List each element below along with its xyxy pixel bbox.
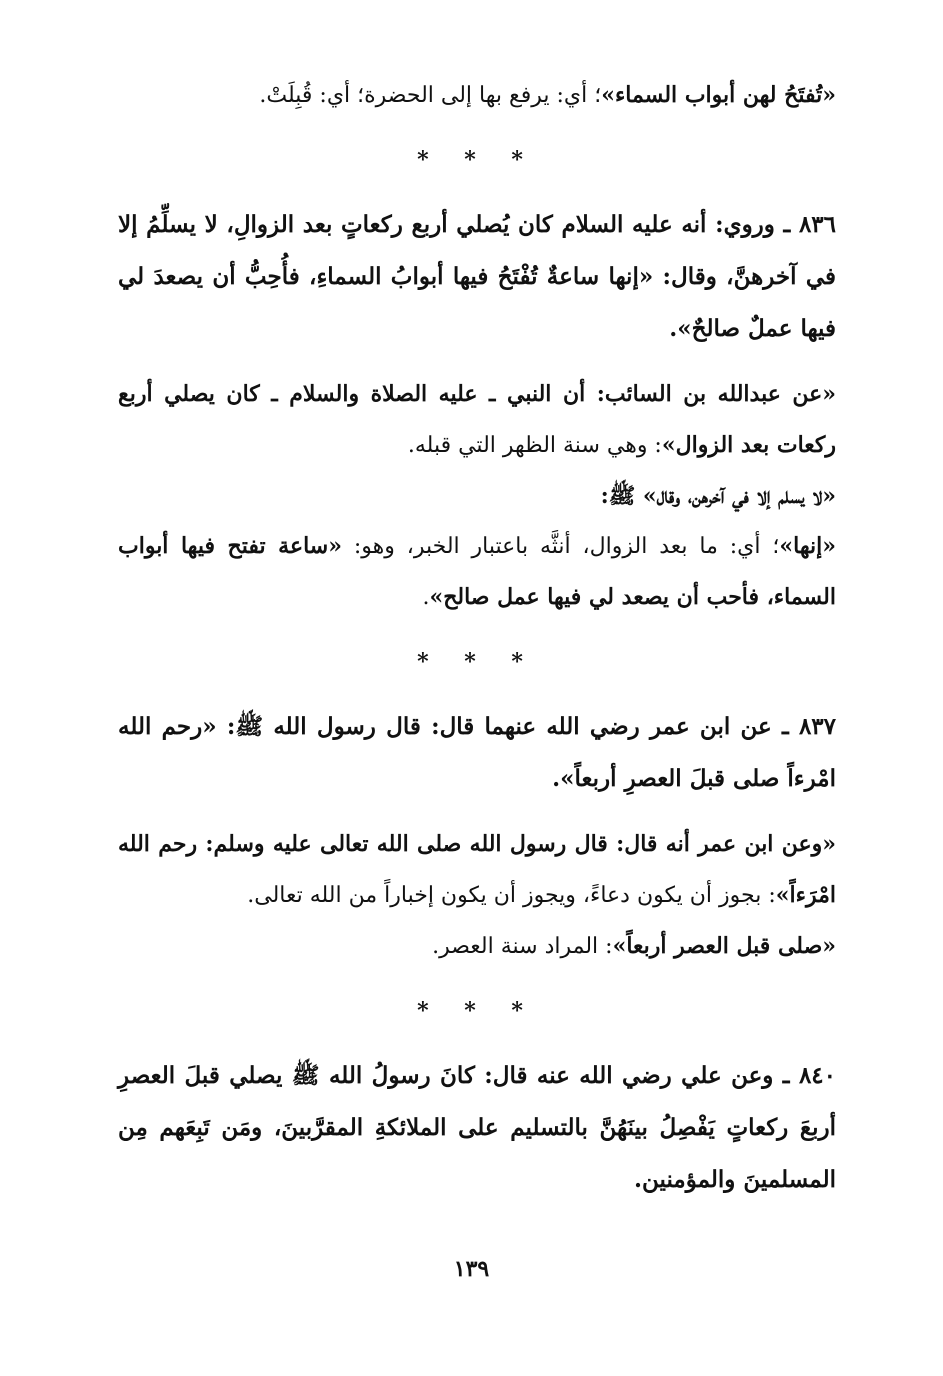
commentary-text: ؛ أي: ما بعد الزوال، أنثَّه باعتبار الخبر، وهو: bbox=[341, 534, 780, 559]
hadith-840: ٨٤٠ ـ وعن علي رضي الله عنه قال: كانَ رسولُ الله ﷺ يصلي قبلَ العصرِ أربعَ ركعاتٍ يَفْصِلُ بينَهُنَّ بالتسليم على الملائكةِ المقرَّبينَ، ومَن تَبِعَهم مِن المسلمينَ والمؤمنين. bbox=[118, 1062, 836, 1193]
page-body bbox=[118, 70, 836, 1206]
hadith-836: ٨٣٦ ـ وروي: أنه عليه السلام كان يُصلي أربع ركعاتٍ بعد الزوالِ، لا يسلِّمُ إلا في آخرهنَّ، وقال: «إنها ساعةٌ تُفْتَحُ فيها أبوابُ السماءِ، فأُحِبُّ أن يصعدَ لي فيها عملٌ صالحٌ». bbox=[118, 211, 836, 342]
commentary-text: : بجوز أن يكون دعاءً، ويجوز أن يكون إخباراً من الله تعالى. bbox=[247, 883, 776, 908]
section-separator: * * * bbox=[417, 649, 537, 675]
paragraph-1 bbox=[118, 70, 836, 121]
paragraph-3 bbox=[118, 369, 836, 471]
commentary-text: ؛ أي: يرفع بها إلى الحضرة؛ أي: قُبِلَتْ. bbox=[259, 83, 602, 108]
quote-text: «إنها» bbox=[779, 533, 836, 559]
commentary-text: . bbox=[422, 585, 430, 610]
section-separator: * * * bbox=[417, 147, 537, 173]
page-number: ١٣٩ bbox=[453, 1256, 490, 1282]
quote-text: «ساعة تفتح فيها أبواب السماء، فأحب أن يصعد لي فيها عمل صالح» bbox=[118, 533, 836, 610]
quote-text: «عن عبدالله بن السائب: أن النبي ـ عليه الصلاة والسلام ـ كان يصلي أربع ركعات بعد الزوال» bbox=[118, 381, 836, 458]
paragraph-5 bbox=[118, 521, 836, 623]
paragraph-7 bbox=[118, 819, 836, 921]
quote-text: «وعن ابن عمر أنه قال: قال رسول الله صلى الله تعالى عليه وسلم: رحم الله امْرَءاً» bbox=[118, 831, 836, 908]
quote-text: «صلى قبل العصر أربعاً» bbox=[612, 933, 836, 959]
quote-text: «تُفتَحُ لهن أبواب السماء» bbox=[601, 82, 836, 108]
hadith-837: ٨٣٧ ـ عن ابن عمر رضي الله عنهما قال: قال رسول الله ﷺ: «رحم الله امْرءاً صلى قبلَ العصرِ أربعاً». bbox=[118, 713, 836, 792]
commentary-text: : المراد سنة العصر. bbox=[432, 934, 613, 959]
section-separator: * * * bbox=[417, 998, 537, 1024]
commentary-text: : وهي سنة الظهر التي قبله. bbox=[407, 433, 662, 458]
paragraph-4: «لا يسلم إلا في آخرهن، وقال» ﷺ: bbox=[600, 483, 836, 509]
paragraph-8 bbox=[118, 921, 836, 972]
